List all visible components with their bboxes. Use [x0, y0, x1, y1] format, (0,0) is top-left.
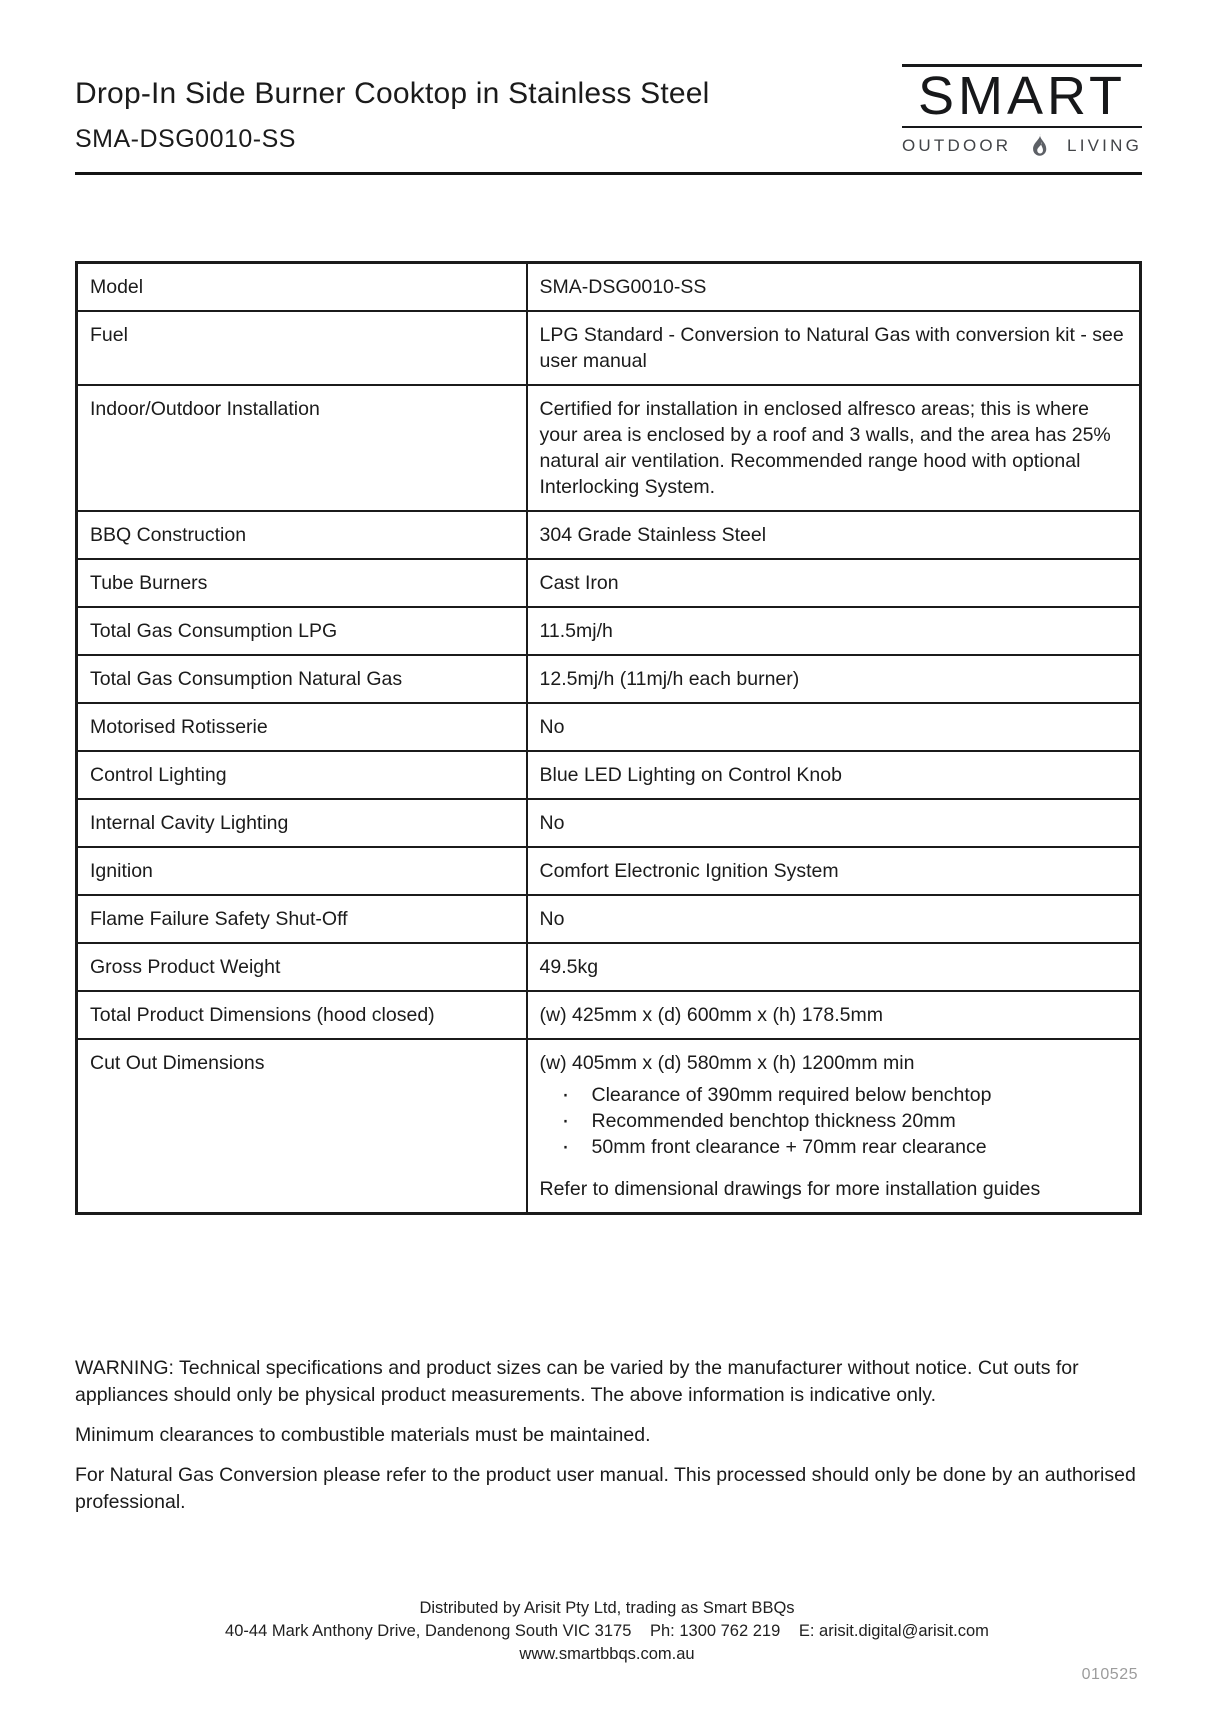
row-label: Motorised Rotisserie	[77, 703, 527, 751]
table-row-flame-failure	[77, 895, 1141, 943]
header-divider	[75, 172, 1142, 175]
cutout-note: Refer to dimensional drawings for more installation guides	[539, 1178, 1041, 1200]
address-line	[0, 1620, 1214, 1643]
row-value	[527, 1039, 1141, 1214]
doc-code: 010525	[1081, 1666, 1138, 1683]
row-value: No	[527, 703, 1141, 751]
table-row-control-lighting	[77, 751, 1141, 799]
table-row-weight	[77, 943, 1141, 991]
row-label: Ignition	[77, 847, 527, 895]
logo-brand-text: SMART	[917, 66, 1127, 126]
table-row-fuel	[77, 311, 1141, 385]
phone-number: Ph: 1300 762 219	[649, 1622, 781, 1640]
cutout-dimensions-line: (w) 405mm x (d) 580mm x (h) 1200mm min	[539, 1052, 915, 1074]
row-value: No	[527, 799, 1141, 847]
logo-tagline	[902, 133, 1142, 159]
table-row-rotisserie	[77, 703, 1141, 751]
row-label: Model	[77, 263, 527, 312]
row-value: Comfort Electronic Ignition System	[527, 847, 1141, 895]
row-value: Certified for installation in enclosed alfresco areas; this is where your area is enclosed by a roof and 3 walls, and the area has 25% natural air ventilation. Recommended range hood with optional Interlocking System.	[527, 385, 1141, 511]
row-value: Cast Iron	[527, 559, 1141, 607]
table-row-gas-lpg	[77, 607, 1141, 655]
flame-icon	[1029, 133, 1050, 159]
table-row-gas-natural	[77, 655, 1141, 703]
header	[75, 0, 1142, 159]
model-code: SMA-DSG0010-SS	[75, 125, 296, 153]
row-value: Blue LED Lighting on Control Knob	[527, 751, 1141, 799]
spec-table	[75, 261, 1142, 1215]
row-label: Total Product Dimensions (hood closed)	[77, 991, 527, 1039]
page-title: Drop-In Side Burner Cooktop in Stainless Steel	[75, 77, 710, 110]
row-label: Indoor/Outdoor Installation	[77, 385, 527, 511]
website-url: www.smartbbqs.com.au	[519, 1645, 695, 1663]
cutout-bullet: · 50mm front clearance + 70mm rear clearance	[562, 1134, 1128, 1160]
notes-section	[75, 1355, 1142, 1516]
table-row-cutout-dimensions	[77, 1039, 1141, 1214]
logo-mid-rule	[902, 126, 1142, 128]
row-label: Flame Failure Safety Shut-Off	[77, 895, 527, 943]
table-row-product-dimensions	[77, 991, 1141, 1039]
row-value: SMA-DSG0010-SS	[527, 263, 1141, 312]
logo-tagline-living: LIVING	[1067, 136, 1142, 155]
logo-tagline-outdoor: OUTDOOR	[902, 136, 1012, 155]
row-value: 49.5kg	[527, 943, 1141, 991]
row-label: Total Gas Consumption Natural Gas	[77, 655, 527, 703]
row-label: Internal Cavity Lighting	[77, 799, 527, 847]
row-label: Total Gas Consumption LPG	[77, 607, 527, 655]
row-label: Gross Product Weight	[77, 943, 527, 991]
row-value: 11.5mj/h	[527, 607, 1141, 655]
brand-logo	[902, 64, 1142, 159]
row-value: (w) 425mm x (d) 600mm x (h) 178.5mm	[527, 991, 1141, 1039]
footer	[0, 1597, 1214, 1666]
row-value: No	[527, 895, 1141, 943]
cutout-bullet: · Clearance of 390mm required below benchtop	[562, 1082, 1128, 1108]
row-label: Control Lighting	[77, 751, 527, 799]
cutout-bullet: · Recommended benchtop thickness 20mm	[562, 1108, 1128, 1134]
cutout-bullet-list	[540, 1082, 1128, 1160]
header-titles	[75, 64, 710, 154]
table-row-tube-burners	[77, 559, 1141, 607]
email-address: E: arisit.digital@arisit.com	[798, 1622, 989, 1640]
row-label: BBQ Construction	[77, 511, 527, 559]
distributor-line: Distributed by Arisit Pty Ltd, trading as Smart BBQs	[419, 1599, 795, 1617]
street-address: 40-44 Mark Anthony Drive, Dandenong South VIC 3175	[225, 1622, 632, 1640]
conversion-note: For Natural Gas Conversion please refer to the product user manual. This processed should only be done by an authorised professional.	[75, 1464, 1136, 1513]
warning-text: WARNING: Technical specifications and product sizes can be varied by the manufacturer without notice. Cut outs for appliances should only be physical product measurements. The above information is indicative only.	[75, 1357, 1079, 1406]
row-label: Fuel	[77, 311, 527, 385]
table-row-model	[77, 263, 1141, 312]
table-row-cavity-lighting	[77, 799, 1141, 847]
row-value: LPG Standard - Conversion to Natural Gas with conversion kit - see user manual	[527, 311, 1141, 385]
table-row-installation	[77, 385, 1141, 511]
row-label: Tube Burners	[77, 559, 527, 607]
clearance-note: Minimum clearances to combustible materials must be maintained.	[75, 1424, 651, 1446]
row-value: 304 Grade Stainless Steel	[527, 511, 1141, 559]
row-label: Cut Out Dimensions	[77, 1039, 527, 1214]
table-row-ignition	[77, 847, 1141, 895]
row-value: 12.5mj/h (11mj/h each burner)	[527, 655, 1141, 703]
table-row-construction	[77, 511, 1141, 559]
